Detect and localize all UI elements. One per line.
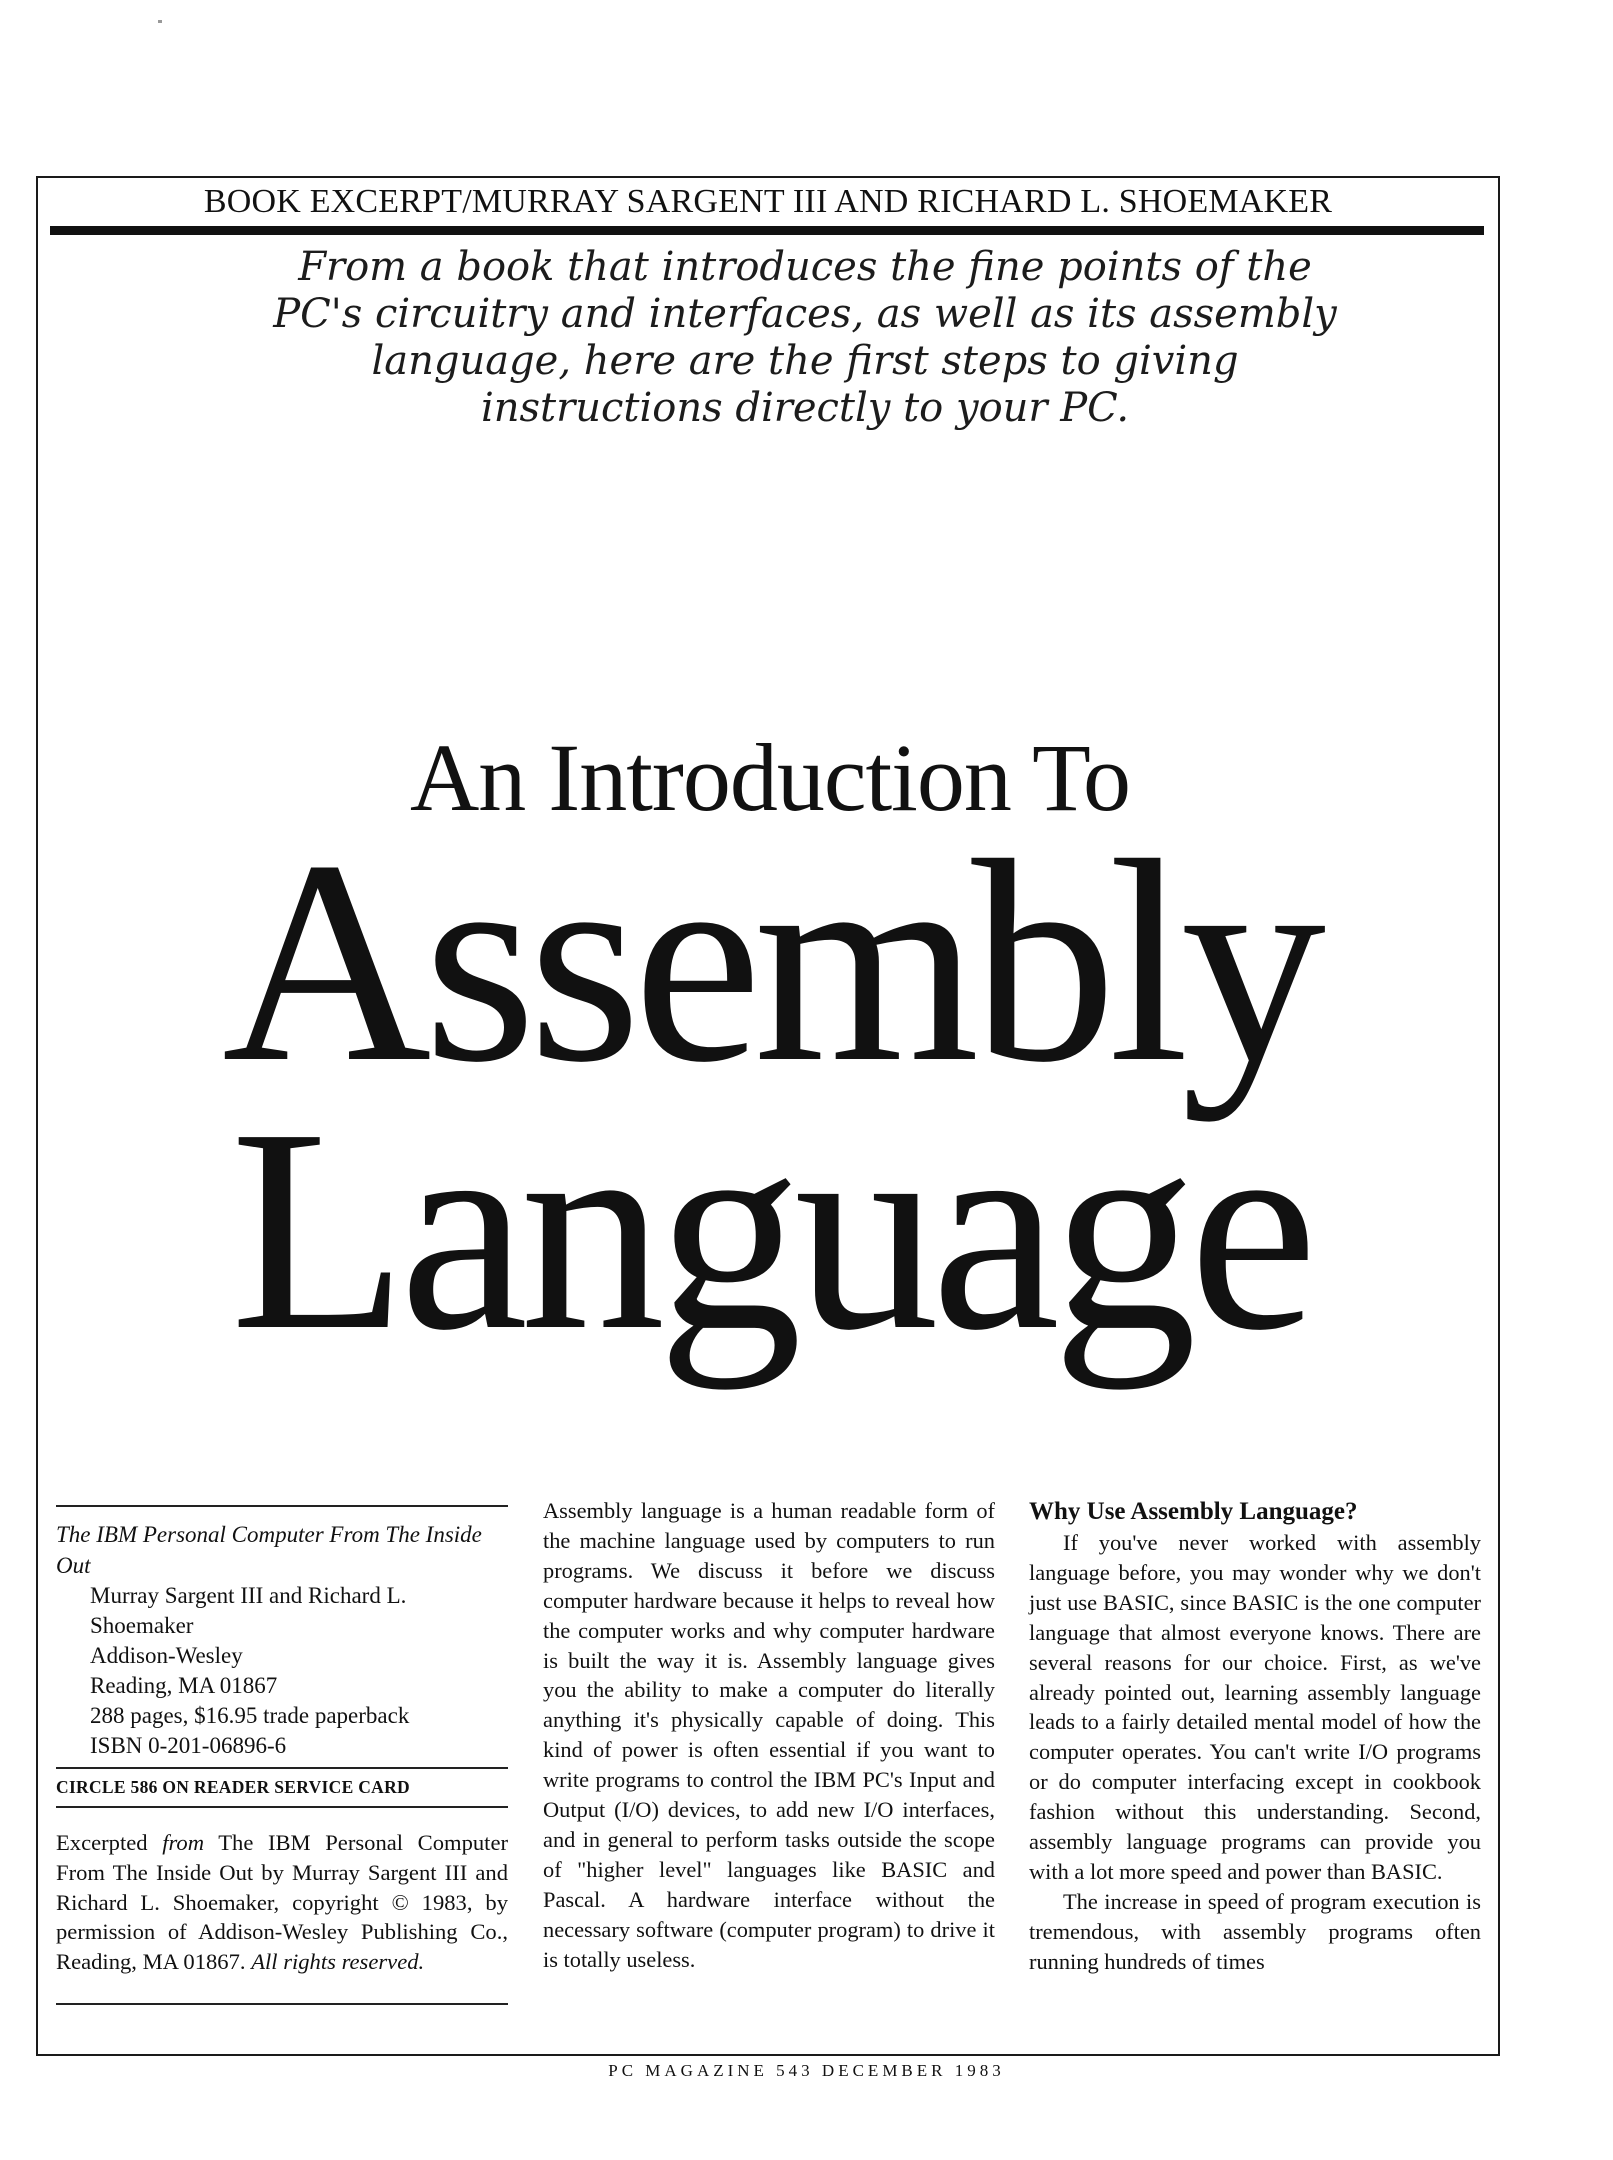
excerpt-from: from <box>162 1830 205 1855</box>
sidebar-top-rule <box>56 1505 508 1507</box>
deck-line: language, here are the first steps to giving <box>371 338 1239 384</box>
body-column-2 <box>543 1496 995 1975</box>
book-author: Murray Sargent III and Richard L. <box>90 1583 407 1608</box>
title-small: An Introduction To <box>409 724 1131 831</box>
body-column-3 <box>1029 1496 1481 1977</box>
excerpt-prefix: Excerpted <box>56 1830 163 1855</box>
reader-service-note: CIRCLE 586 ON READER SERVICE CARD <box>56 1767 508 1808</box>
title-line-2: Language <box>230 1069 1310 1390</box>
sidebar-bottom-rule <box>56 2003 508 2005</box>
header-rule <box>50 226 1484 235</box>
deck-line: instructions directly to your PC. <box>480 385 1130 431</box>
deck-intro <box>250 244 1360 432</box>
excerpt-credit <box>56 1828 508 1977</box>
book-publisher: Addison-Wesley <box>90 1643 243 1668</box>
excerpt-rights: All rights reserved. <box>251 1949 425 1975</box>
book-info-sidebar <box>56 1505 508 2005</box>
deck-line: From a book that introduces the fine points of the <box>298 244 1312 290</box>
body-paragraph: If you've never worked with assembly language before, you may wonder why we don't just use BASIC, since BASIC is the one computer language that almost everyone knows. There are several reasons for our choice. First, as we've already pointed out, learning assembly language leads to a fairly detailed mental model of how the computer operates. You can't write I/O programs or do computer interfacing except in cookbook fashion without this understanding. Second, assembly language programs can provide you with a lot more speed and power than BASIC. <box>1029 1530 1481 1884</box>
page-footer: PC MAGAZINE 543 DECEMBER 1983 <box>608 2061 1005 2080</box>
book-title: The IBM Personal Computer From The Inside Out <box>56 1522 482 1578</box>
book-details <box>90 1581 508 1761</box>
body-paragraph: The increase in speed of program execution is tremendous, with assembly programs often running hundreds of times <box>1029 1888 1481 1974</box>
book-location: Reading, MA 01867 <box>90 1673 278 1698</box>
book-isbn: ISBN 0-201-06896-6 <box>90 1733 287 1758</box>
section-heading: Why Use Assembly Language? <box>1029 1498 1358 1525</box>
header-kicker: BOOK EXCERPT/MURRAY SARGENT III AND RICHARD L. SHOEMAKER <box>203 183 1333 220</box>
title-line-1: Assembly <box>222 801 1318 1122</box>
book-price: 288 pages, $16.95 trade paperback <box>90 1703 410 1728</box>
deck-line: PC's circuitry and interfaces, as well as its assembly <box>273 291 1337 337</box>
body-paragraph: Assembly language is a human readable form of the machine language used by computers to run programs. We discuss it before we discuss computer hardware because it helps to reveal how the computer works and why computer hardware is built the way it is. Assembly language gives you the ability to make a computer do literally anything it's physically capable of doing. This kind of power is often essential if you want to write programs to control the IBM PC's Input and Output (I/O) devices, to add new I/O interfaces, and in general to perform tasks outside the scope of "higher level" languages like BASIC and Pascal. A hardware interface without the necessary software (computer program) to drive it is totally useless. <box>543 1498 995 1972</box>
scan-speck <box>158 20 162 23</box>
excerpt-rest: The IBM Personal Computer From The Inside Out by Murray Sargent III and Richard L. Shoemaker, copyright © 1983, by permission of Addison-Wesley Publishing Co., Reading, MA 01867. <box>56 1830 509 1975</box>
book-author-cont: Shoemaker <box>90 1613 194 1638</box>
